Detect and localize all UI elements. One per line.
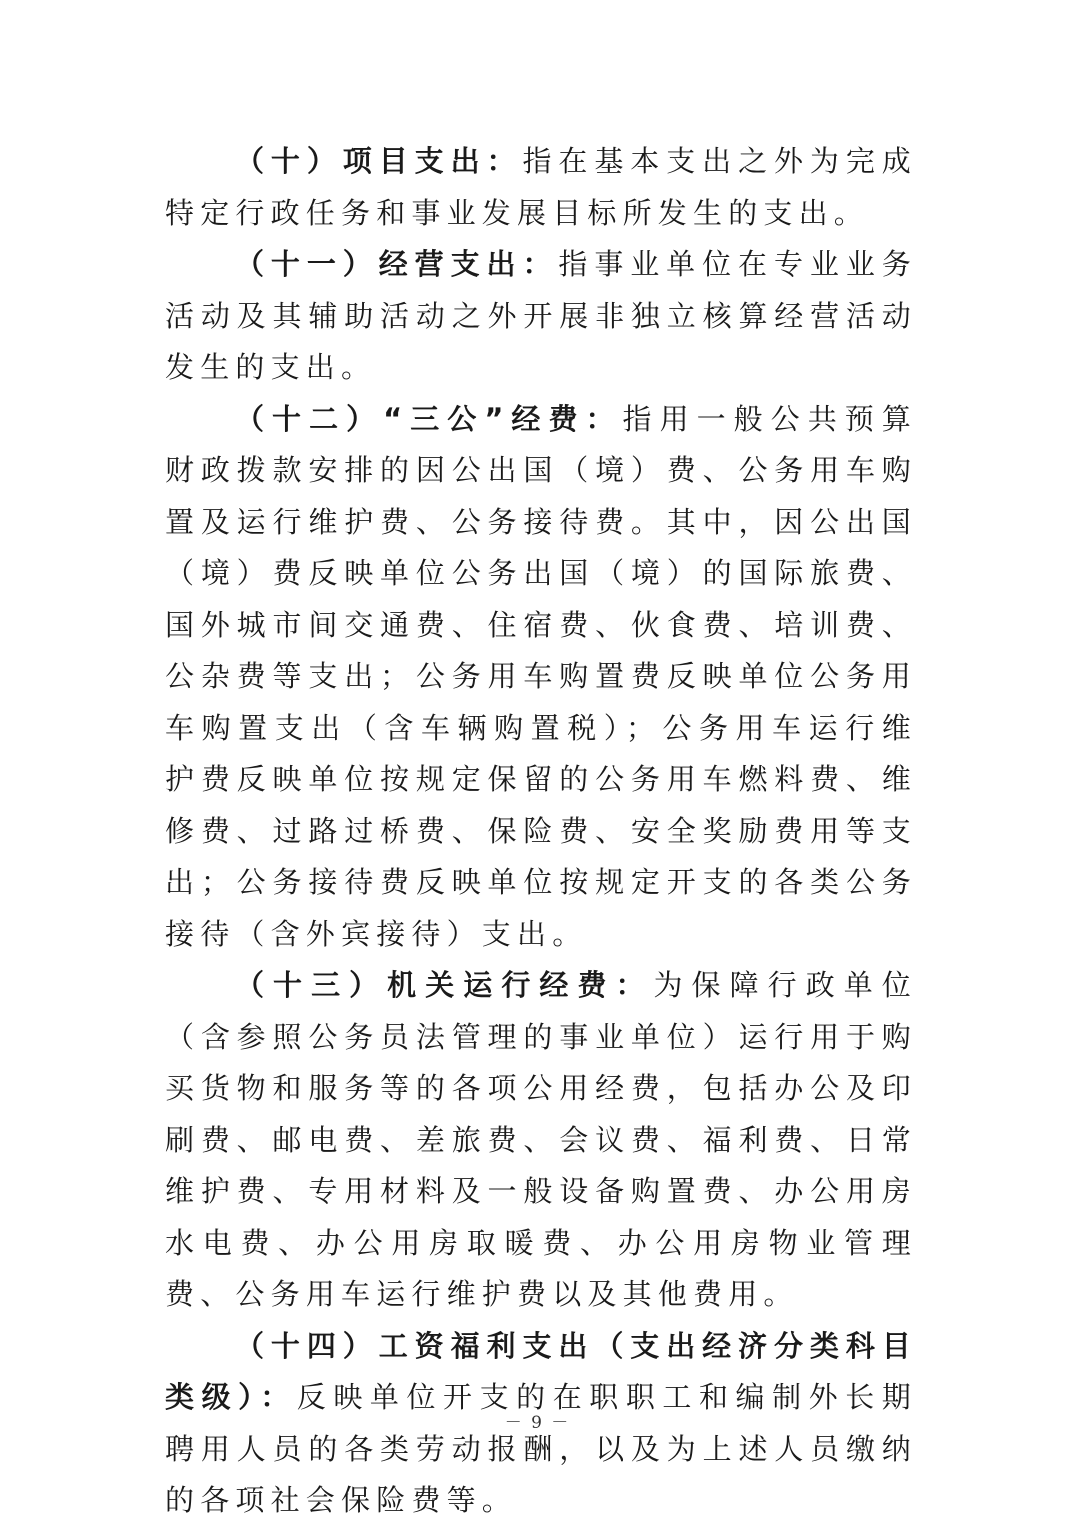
paragraph-text: 指在基本支出之外为完成特定行政任务和事业发展目标所发生的支出。 — [165, 144, 917, 230]
paragraph-text: 指事业单位在专业业务活动及其辅助活动之外开展非独立核算经营活动发生的支出。 — [165, 247, 917, 384]
paragraph-three-public-expenses — [165, 394, 917, 961]
term-heading: （十）项目支出： — [235, 144, 523, 178]
term-heading: （十四）工资福利支出（支出经济分类科目类级）： — [165, 1328, 917, 1414]
paragraph-operating-expenditure — [165, 239, 917, 394]
paragraph-agency-operating-funds — [165, 960, 917, 1321]
document-body — [165, 136, 917, 1527]
paragraph-text: 反映单位开支的在职职工和编制外长期聘用人员的各类劳动报酬，以及为上述人员缴纳的各项社会保险费等。 — [165, 1380, 917, 1517]
term-heading: （十三）机关运行经费： — [235, 968, 654, 1002]
term-heading: （十一）经营支出： — [235, 247, 559, 281]
paragraph-project-expenditure — [165, 136, 917, 239]
page-number: － 9 － — [504, 1413, 571, 1433]
term-heading: （十二）“三公”经费： — [235, 401, 623, 436]
paragraph-text: 指用一般公共预算财政拨款安排的因公出国（境）费、公务用车购置及运行维护费、公务接待费。其中，因公出国（境）费反映单位公务出国（境）的国际旅费、国外城市间交通费、住宿费、伙食费、培训费、公杂费等支出；公务用车购置费反映单位公务用车购置支出（含车辆购置税）；公务用车运行维护费反映单位按规定保留的公务用车燃料费、维修费、过路过桥费、保险费、安全奖励费用等支出；公务接待费反映单位按规定开支的各类公务接待（含外宾接待）支出。 — [165, 401, 917, 951]
paragraph-text: 为保障行政单位（含参照公务员法管理的事业单位）运行用于购买货物和服务等的各项公用经费，包括办公及印刷费、邮电费、差旅费、会议费、福利费、日常维护费、专用材料及一般设备购置费、办公用房水电费、办公用房取暖费、办公用房物业管理费、公务用车运行维护费以及其他费用。 — [165, 968, 917, 1311]
